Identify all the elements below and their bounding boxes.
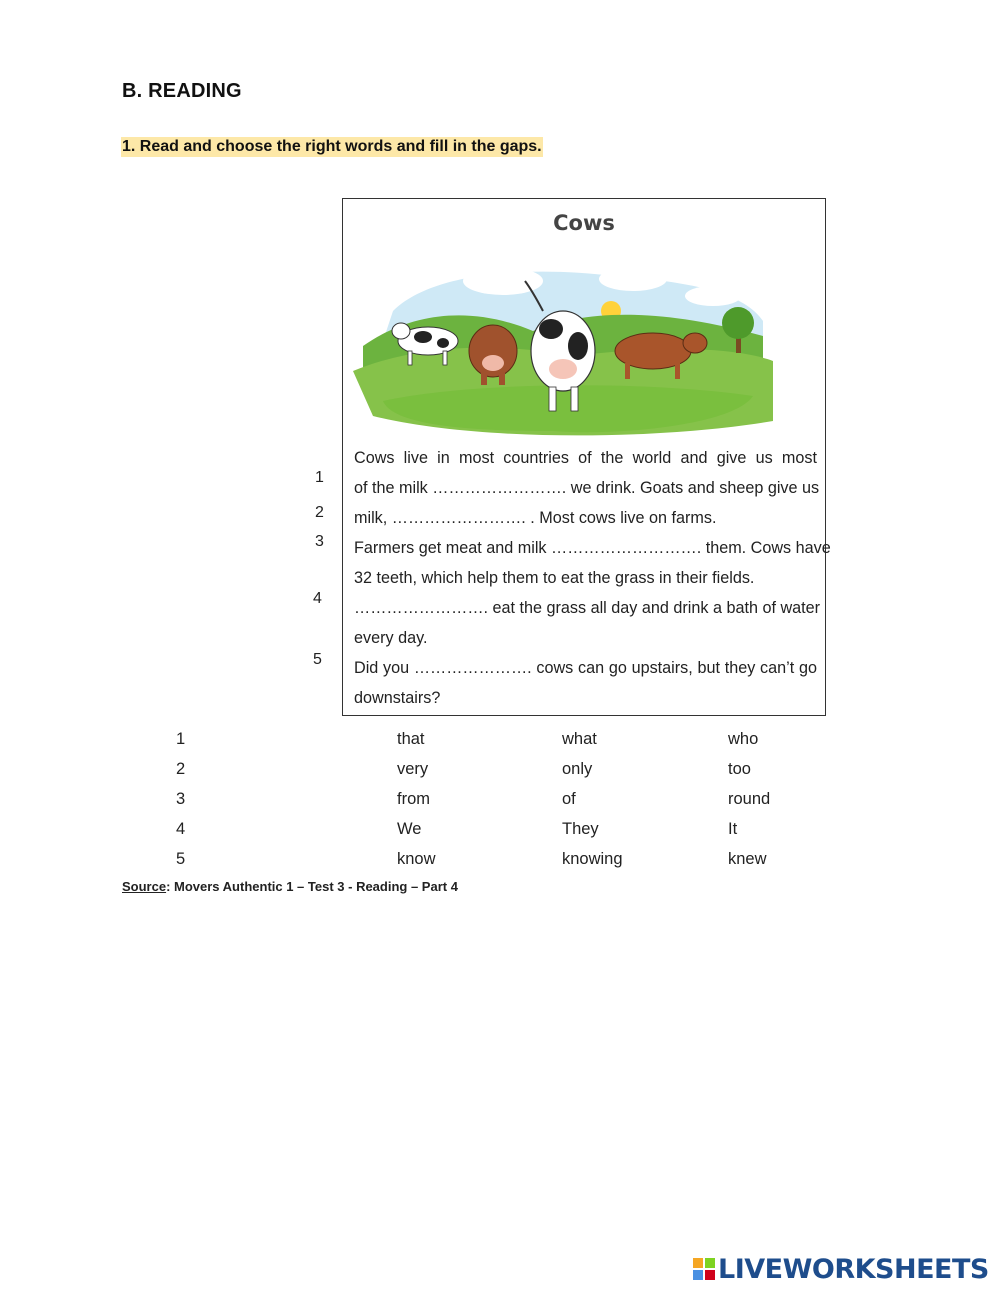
- section-heading: B. READING: [122, 80, 242, 102]
- passage-line: Did you …………………. cows can go upstairs, but they can’t go: [354, 659, 817, 677]
- cows-field-illustration: [353, 251, 773, 436]
- option-choice[interactable]: round: [728, 790, 771, 808]
- passage-line: of the milk ……………………. we drink. Goats and sheep give us: [354, 479, 820, 497]
- passage-line: Farmers get meat and milk ………………………. them. Cows have: [354, 539, 831, 557]
- option-choice[interactable]: of: [562, 790, 576, 808]
- gap-number: 5: [313, 651, 322, 668]
- option-choice[interactable]: what: [562, 730, 597, 748]
- gap-number: 4: [313, 590, 322, 607]
- passage-line: Cows live in most countries of the world and give us most: [354, 449, 817, 467]
- liveworksheets-logo-icon: [692, 1257, 716, 1281]
- option-row-number: 2: [176, 760, 186, 778]
- option-choice[interactable]: who: [728, 730, 759, 748]
- brand-logo[interactable]: [692, 1254, 989, 1284]
- option-row-number: 3: [176, 790, 186, 808]
- option-row-number: 1: [176, 730, 186, 748]
- option-choice[interactable]: that: [397, 730, 425, 748]
- option-choice[interactable]: We: [397, 820, 422, 838]
- gap-number: 1: [315, 469, 324, 486]
- option-choice[interactable]: knew: [728, 850, 767, 868]
- option-choice[interactable]: very: [397, 760, 429, 778]
- brand-name: LIVEWORKSHEETS: [718, 1253, 989, 1285]
- source-text: : Movers Authentic 1 – Test 3 - Reading – Part 4: [166, 879, 458, 894]
- option-row-number: 4: [176, 820, 186, 838]
- option-choice[interactable]: It: [728, 820, 738, 838]
- option-choice[interactable]: knowing: [562, 850, 623, 868]
- option-row-number: 5: [176, 850, 186, 868]
- gap-number: 2: [315, 504, 324, 521]
- source-label: Source: [122, 879, 167, 894]
- passage-line: ……………………. eat the grass all day and drink a bath of water: [354, 599, 821, 617]
- option-choice[interactable]: from: [397, 790, 430, 808]
- passage-line: downstairs?: [354, 689, 441, 707]
- option-choice[interactable]: too: [728, 760, 751, 778]
- gap-number: 3: [315, 533, 324, 550]
- passage-line: milk, ……………………. . Most cows live on farms.: [354, 509, 717, 527]
- source-note: [122, 879, 458, 894]
- passage-line: every day.: [354, 629, 428, 647]
- option-choice[interactable]: only: [562, 760, 593, 778]
- option-choice[interactable]: know: [397, 850, 436, 868]
- passage-line: 32 teeth, which help them to eat the grass in their fields.: [354, 569, 755, 587]
- option-choice[interactable]: They: [562, 820, 599, 838]
- story-passage: [354, 443, 831, 713]
- story-title: Cows: [553, 211, 615, 235]
- task-instruction: 1. Read and choose the right words and fill in the gaps.: [122, 138, 542, 155]
- story-box: [342, 198, 831, 716]
